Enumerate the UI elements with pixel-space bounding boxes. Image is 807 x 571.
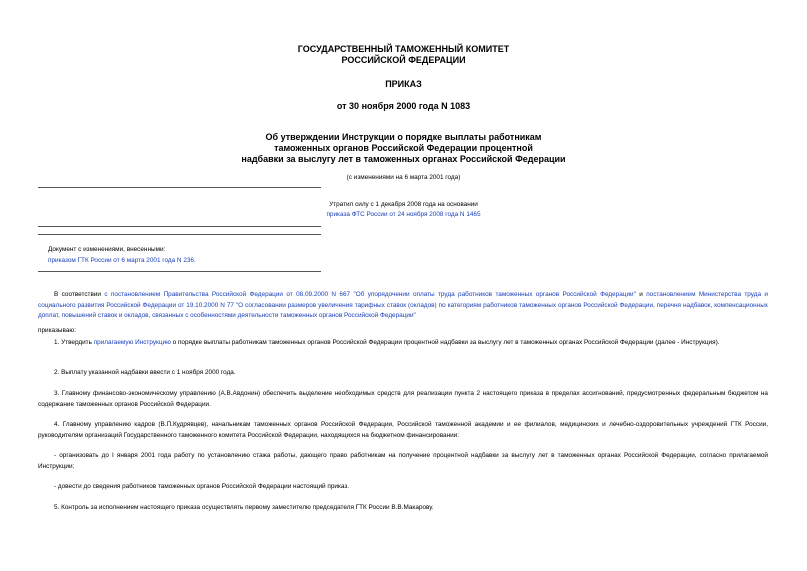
item-3: 3. Главному финансово-экономическому управлению (А.В.Авдонин) обеспечить выделение необходимых средств для реализации пункта 2 настоящего приказа в пределах ассигнований, предусмотренных федеральным бюджетом на содержание таможенных органов Российской Федерации.: [38, 390, 768, 408]
divider: [38, 234, 321, 235]
item-1: [38, 338, 768, 349]
item-1-text: о порядке выплаты работникам таможенных органов Российской Федерации процентной надбавки за выслугу лет в таможенных органах Российской Федерации (далее - Инструкция).: [170, 339, 720, 346]
changes-note-text: Документ с изменениями, внесенными:: [48, 246, 166, 253]
doc-title-line2: таможенных органов Российской Федерации процентной: [274, 143, 533, 153]
preamble-paragraph: [38, 290, 768, 322]
doc-date: от 30 ноября 2000 года N 1083: [336, 101, 471, 111]
validity-text: Утратил силу с 1 декабря 2008 года на основании: [329, 201, 478, 208]
doc-type: ПРИКАЗ: [385, 79, 422, 89]
divider: [38, 271, 321, 272]
divider: [38, 226, 321, 227]
item-4: 4. Главному управлению кадров (В.П.Кудрявцев), начальникам таможенных органов Российской Федерации, Российской таможенной академии и ее филиалов, медицинских и лечебно-оздоровительных учреждений ГТК России, руководителям организаций Государственного таможенного комитета Российской Федерации, находящихся на бюджетном финансировании:: [38, 421, 768, 439]
ministry-decree-link[interactable]: постановлением Министерства труда и социального развития Российской Федерации от 19.10.2000 N 77 "О согласовании размеров увеличения тарифных ставок (окладов) по категориям работников таможенных органов Российской Федерации, перечня надбавок, компенсационных доплат, повышений ставок и окладов, связанных с особенностями деятельности таможенных органов Российской Федерации": [38, 291, 768, 319]
decree-link[interactable]: с постановлением Правительства Российской Федерации от 08.09.2000 N 667 "Об упорядочении оплаты труда работников таможенных органов Российской Федерации": [104, 291, 636, 298]
item-4a: - организовать до I января 2001 года работу по установлению стажа работы, дающего право работникам на получение процентной надбавки за выслугу лет в таможенных органах Российской Федерации, согласно прилагаемой Инструкции;: [38, 452, 768, 470]
item-2: 2. Выплату указанной надбавки ввести с 1 ноября 2000 года.: [54, 369, 236, 376]
divider: [38, 187, 321, 188]
validity-link-row: [0, 211, 807, 219]
doc-title-line1: Об утверждении Инструкции о порядке выплаты работникам: [265, 132, 542, 142]
doc-title-line3: надбавки за выслугу лет в таможенных органах Российской Федерации: [241, 154, 566, 164]
changes-note-link[interactable]: приказом ГТК России от 6 марта 2001 года N 236.: [48, 257, 196, 264]
item-4b: - довести до сведения работников таможенных органов Российской Федерации настоящий приказ.: [54, 483, 350, 490]
item-5: 5. Контроль за исполнением настоящего приказа осуществлять первому заместителю председателя ГТК России В.В.Макарову.: [54, 504, 434, 511]
preamble-text: и: [635, 291, 647, 298]
org-name-line1: ГОСУДАРСТВЕННЫЙ ТАМОЖЕННЫЙ КОМИТЕТ: [297, 44, 510, 54]
org-name-line2: РОССИЙСКОЙ ФЕДЕРАЦИИ: [341, 55, 466, 65]
preamble-text: В соответствии: [54, 291, 105, 298]
order-word: приказываю:: [38, 327, 76, 334]
instruction-link[interactable]: прилагаемую Инструкцию: [93, 339, 171, 346]
amended-note: (с изменениями на 6 марта 2001 года): [346, 174, 461, 181]
validity-link[interactable]: приказа ФТС России от 24 ноября 2008 года N 1465: [326, 211, 481, 218]
item-1-text: 1. Утвердить: [54, 339, 94, 346]
